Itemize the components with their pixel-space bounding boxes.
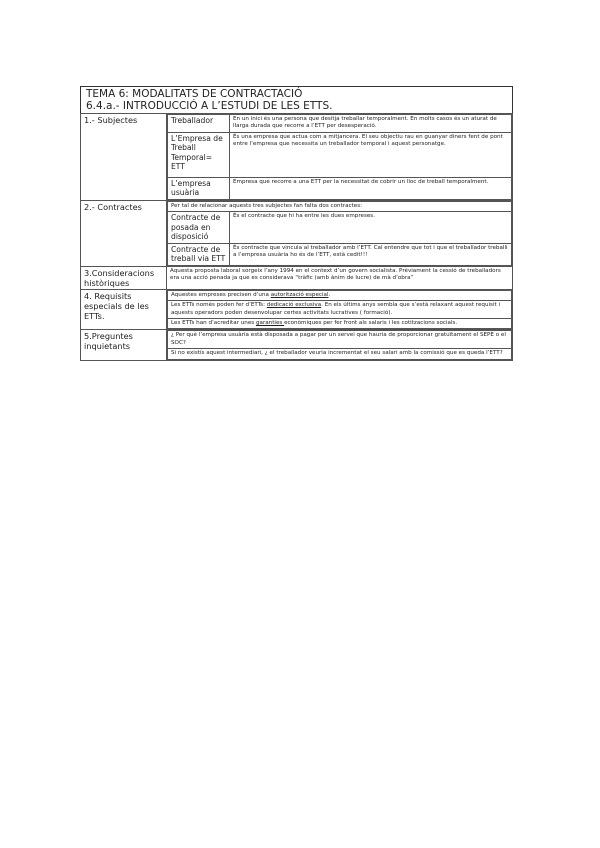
term-cell: Contracte de treball via ETT — [168, 243, 230, 265]
section-label: 5.Preguntes inquietants — [81, 330, 167, 360]
description-cell: En un inici és una persona que desitja treballar temporalment. En molts casos és un aturat de llarga durada que recorre a l’ETT per desesperació. — [230, 115, 512, 133]
subjectes-table — [167, 114, 512, 200]
table-row — [168, 318, 512, 328]
term-cell: Treballador — [168, 115, 230, 133]
requisit-item: Les ETTs només poden fer d’ETTs: dedicació exclusiva. En els últims anys sembla que s’està relaxant aquest requisit i aquests operadors poden desenvolupar certes activitats lucratives ( formació). — [168, 301, 512, 319]
requisit-item: Aquestes empreses precisen d’una autorització especial. — [168, 290, 512, 300]
question-item: Si no existís aquest intermediari, ¿ el treballador veuria incrementat el seu salari amb la comissió que es queda l’ETT? — [168, 349, 512, 359]
term-cell: Contracte de posada en disposició — [168, 212, 230, 244]
table-row — [168, 201, 512, 211]
section-preguntes — [81, 330, 513, 360]
section-label: 1.- Subjectes — [81, 114, 167, 201]
description-cell: Empresa que recorre a una ETT per la necessitat de cobrir un lloc de treball temporalment. — [230, 177, 512, 199]
underlined-term: garanties — [255, 319, 285, 326]
document-subtitle: 6.4.a.- INTRODUCCIÓ A L’ESTUDI DE LES ETTS. — [86, 100, 333, 112]
section-label: 4. Requisits especials de les ETTs. — [81, 289, 167, 330]
intro-cell: Per tal de relacionar aquests tres subjectes fan falta dos contractes: — [168, 201, 512, 211]
section-requisits — [81, 289, 513, 330]
description-cell: És una empresa que actua com a mitjancera. El seu objectiu rau en guanyar diners fent de pont entre l’empresa que necessita un treballador temporal i aquest personatge. — [230, 132, 512, 177]
section-consideracions — [81, 266, 513, 289]
consideracions-text: Aquesta proposta laboral sorgeix l’any 1994 en el context d’un govern socialista. Prèviament la cessió de treballadors era una acció penada ja que es considerava “tràfic (amb ànim de lucre) de mà d’obra” — [167, 266, 513, 289]
underlined-term: dedicació exclusiva — [266, 302, 322, 309]
table-row — [168, 115, 512, 133]
preguntes-table — [167, 330, 512, 359]
section-label: 3.Consideracions històriques — [81, 266, 167, 289]
requisit-item: Les ETTs han d’acreditar unes garanties econòmiques per fer front als salaris i les cotitzacions socials. — [168, 318, 512, 328]
table-row — [168, 243, 512, 265]
question-item: ¿ Per què l’empresa usuària està disposada a pagar per un servei que hauria de proporcionar gratuïtament el SEPE o el SOC? — [168, 331, 512, 349]
summary-table — [80, 113, 513, 361]
table-row — [168, 331, 512, 349]
table-row — [168, 132, 512, 177]
term-cell: L’empresa usuària — [168, 177, 230, 199]
contractes-table — [167, 201, 512, 266]
document-title: TEMA 6: MODALITATS DE CONTRACTACIÓ — [86, 88, 303, 100]
section-subjectes — [81, 114, 513, 201]
description-cell: És contracte que vincula al treballador amb l’ETT. Cal entendre que tot i que el treballador treballi a l’empresa usuària ho és de l’ETT, està cedit!!! — [230, 243, 512, 265]
table-row — [168, 349, 512, 359]
table-row — [168, 212, 512, 244]
requisits-table — [167, 290, 512, 330]
table-row — [168, 177, 512, 199]
table-row — [168, 290, 512, 300]
table-row — [168, 301, 512, 319]
section-label: 2.- Contractes — [81, 200, 167, 266]
underlined-term: autorització especial — [270, 291, 329, 298]
description-cell: És el contracte que hi ha entre les dues empreses. — [230, 212, 512, 244]
section-contractes — [81, 200, 513, 266]
term-cell: L’Empresa de Treball Temporal= ETT — [168, 132, 230, 177]
document-header — [80, 86, 513, 114]
